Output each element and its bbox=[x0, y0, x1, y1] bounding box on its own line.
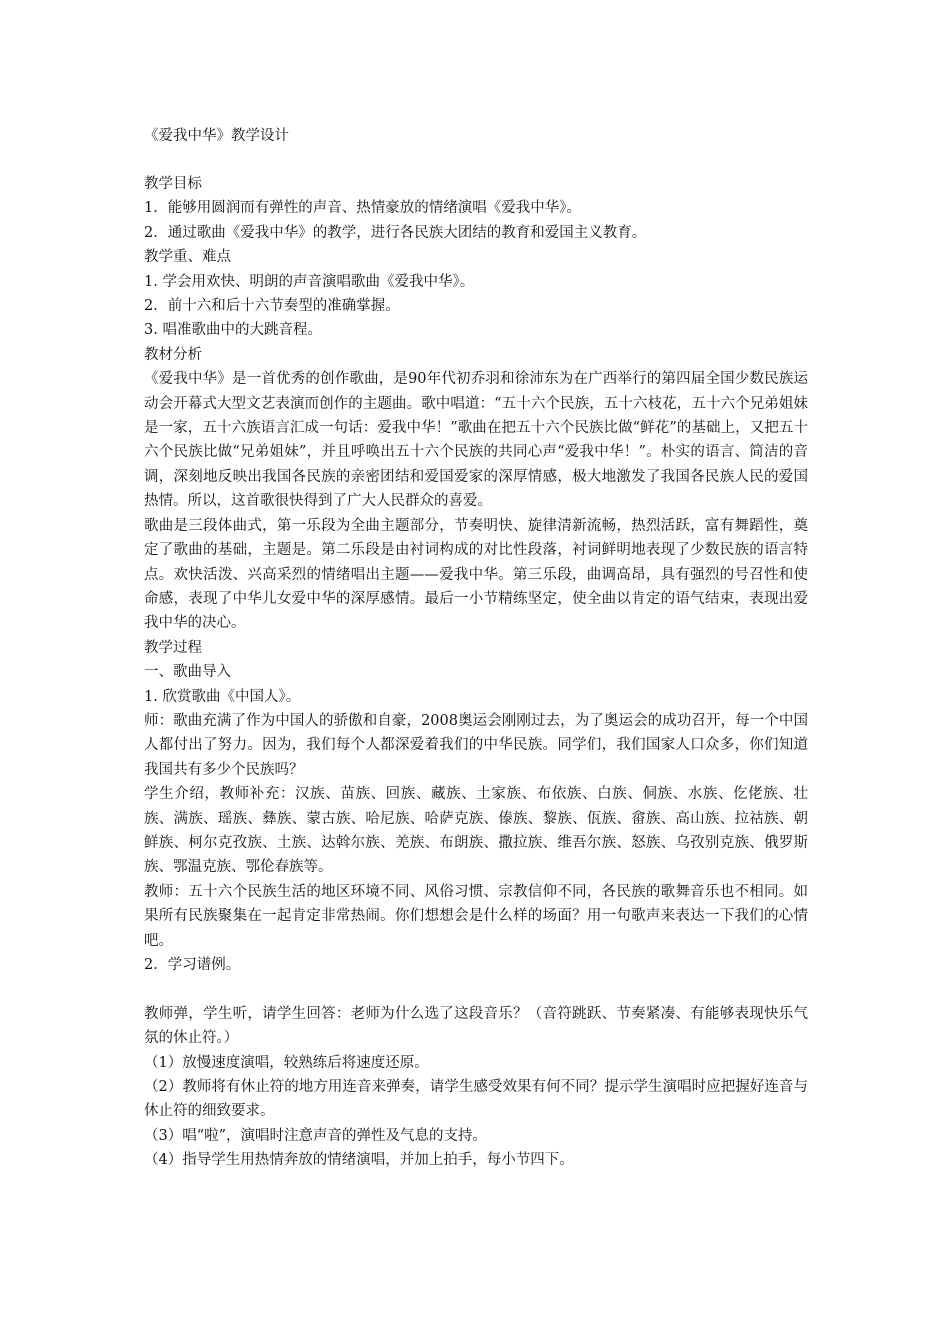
step-item: 2．学习谱例。 bbox=[144, 957, 241, 973]
heading-process: 教学过程 bbox=[144, 639, 202, 656]
section-heading: 一、歌曲导入 bbox=[144, 664, 231, 681]
heading-analysis: 教材分析 bbox=[144, 346, 202, 363]
teacher-paragraph: 教师弹，学生听，请学生回答：老师为什么选了这段音乐？（音符跳跃、节奏紧凑、有能够表现快乐气氛的休止符。） bbox=[144, 1005, 808, 1047]
key-point-item: 2．前十六和后十六节奏型的准确掌握。 bbox=[144, 298, 400, 315]
document-body bbox=[144, 172, 808, 1173]
sub-step-item: （1）放慢速度演唱，较熟练后将速度还原。 bbox=[144, 1054, 429, 1071]
sub-step-item: （4）指导学生用热情奔放的情绪演唱，并加上拍手，每小节四下。 bbox=[144, 1152, 574, 1169]
sub-step-item: （3）唱“啦”，演唱时注意声音的弹性及气息的支持。 bbox=[144, 1127, 488, 1144]
blank-line bbox=[144, 977, 808, 1001]
teacher-paragraph: 教师：五十六个民族生活的地区环境不同、风俗习惯、宗教信仰不同，各民族的歌舞音乐也不相同。如果所有民族聚集在一起肯定非常热闹。你们想想会是什么样的场面？用一句歌声来表达一下我们的心情吧。 bbox=[144, 883, 808, 949]
sub-step-item: （2）教师将有休止符的地方用连音来弹奏，请学生感受效果有何不同？提示学生演唱时应把握好连音与休止符的细致要求。 bbox=[144, 1079, 808, 1120]
analysis-paragraph: 歌曲是三段体曲式，第一乐段为全曲主题部分，节奏明快、旋律清新流畅，热烈活跃，富有舞蹈性，奠定了歌曲的基础，主题是。第二乐段是由衬词构成的对比性段落，衬词鲜明地表现了少数民族的语言特点。欢快活泼、兴高采烈的情绪唱出主题——爱我中华。第三乐段，曲调高昂，具有强烈的号召性和使命感，表现了中华儿女爱中华的深厚感情。最后一小节精练坚定，使全曲以肯定的语气结束，表现出爱我中华的决心。 bbox=[144, 517, 808, 632]
document-title: 《爱我中华》教学设计 bbox=[144, 128, 289, 144]
heading-objectives: 教学目标 bbox=[144, 176, 202, 192]
analysis-paragraph: 《爱我中华》是一首优秀的创作歌曲，是90年代初乔羽和徐沛东为在广西举行的第四届全国少数民族运动会开幕式大型文艺表演而创作的主题曲。歌中唱道：“五十六个民族，五十六枝花，五十六个兄弟姐妹是一家，五十六族语言汇成一句话：爱我中华！”歌曲在把五十六个民族比做“鲜花”的基础上，又把五十六个民族比做“兄弟姐妹”，并且呼唤出五十六个民族的共同心声“爱我中华！”。朴实的语言、简洁的音调，深刻地反映出我国各民族的亲密团结和爱国爱家的深厚情感，极大地激发了我国各民族人民的爱国热情。所以，这首歌很快得到了广大人民群众的喜爱。 bbox=[144, 371, 808, 510]
heading-key-points: 教学重、难点 bbox=[144, 249, 231, 266]
students-paragraph: 学生介绍，教师补充：汉族、苗族、回族、藏族、土家族、布依族、白族、侗族、水族、仡佬族、壮族、满族、瑶族、彝族、蒙古族、哈尼族、哈萨克族、傣族、黎族、佤族、畲族、高山族、拉祜族、朝鲜族、柯尔克孜族、土族、达斡尔族、羌族、布朗族、撒拉族、维吾尔族、怒族、乌孜别克族、俄罗斯族、鄂温克族、鄂伦春族等。 bbox=[144, 786, 808, 876]
teacher-paragraph: 师：歌曲充满了作为中国人的骄傲和自豪，2008奥运会刚刚过去，为了奥运会的成功召开，每一个中国人都付出了努力。因为，我们每个人都深爱着我们的中华民族。同学们，我们国家人口众多，你们知道我国共有多少个民族吗？ bbox=[144, 712, 808, 778]
key-point-item: 3. 唱准歌曲中的大跳音程。 bbox=[144, 322, 322, 339]
objective-item: 1．能够用圆润而有弹性的声音、热情豪放的情绪演唱《爱我中华》。 bbox=[144, 200, 581, 217]
objective-item: 2．通过歌曲《爱我中华》的教学，进行各民族大团结的教育和爱国主义教育。 bbox=[144, 224, 647, 241]
key-point-item: 1. 学会用欢快、明朗的声音演唱歌曲《爱我中华》。 bbox=[144, 273, 475, 290]
step-item: 1. 欣赏歌曲《中国人》。 bbox=[144, 688, 301, 705]
